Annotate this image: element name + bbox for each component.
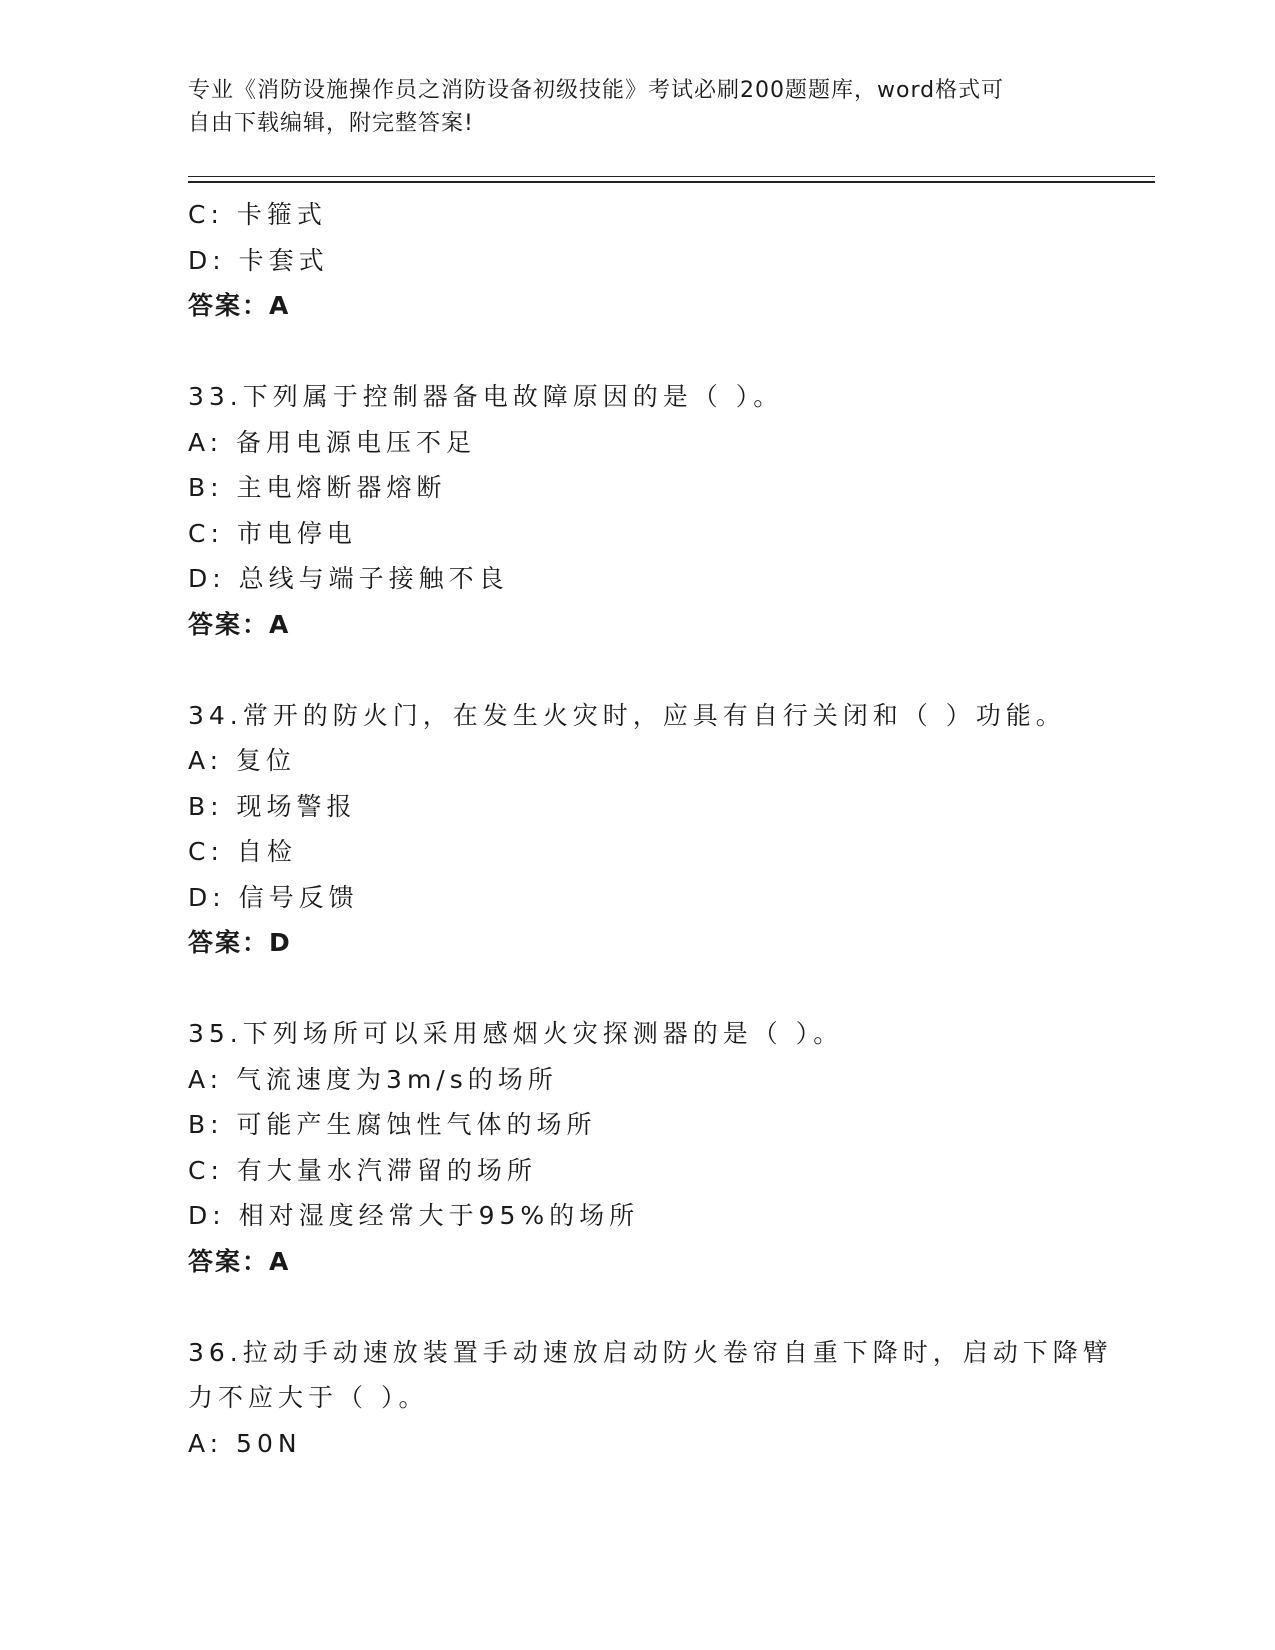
option-d: D: 相对湿度经常大于95%的场所 — [188, 1201, 640, 1230]
answer-line: 答案：A — [188, 1246, 291, 1276]
option-a: A: 复位 — [188, 746, 297, 775]
question-text: 33.下列属于控制器备电故障原因的是（ ）。 — [188, 382, 784, 411]
option-a: A: 气流速度为3m/s的场所 — [188, 1064, 558, 1094]
question-text: 35.下列场所可以采用感烟火灾探测器的是（ ）。 — [188, 1019, 844, 1048]
question-36 — [188, 1330, 1113, 1467]
option-c: C: 有大量水汽滞留的场所 — [188, 1155, 537, 1185]
answer-line: 答案：A — [188, 609, 291, 639]
question-34 — [188, 693, 1088, 966]
option-d: D: 卡套式 — [188, 245, 329, 275]
answer-line: 答案：A — [188, 291, 291, 320]
option-d: D: 总线与端子接触不良 — [188, 564, 509, 593]
answer-line: 答案：D — [188, 928, 292, 957]
question-list — [188, 192, 1113, 1466]
header-line-1: 专业《消防设施操作员之消防设备初级技能》考试必刷200题题库，word格式可 — [188, 78, 1005, 103]
option-c: C: 自检 — [188, 837, 297, 866]
option-a: A: 备用电源电压不足 — [188, 427, 477, 457]
option-c: C: 市电停电 — [188, 518, 357, 548]
question-33 — [188, 374, 1088, 647]
option-b: B: 主电熔断器熔断 — [188, 473, 447, 502]
option-d: D: 信号反馈 — [188, 882, 359, 912]
header-divider-thin — [188, 176, 1155, 177]
option-a: A: 50N — [188, 1428, 302, 1458]
question-32-tail — [188, 192, 1088, 329]
question-text-line-1: 36.拉动手动速放装置手动速放启动防火卷帘自重下降时，启动下降臂 — [188, 1337, 1113, 1367]
header-line-2: 自由下载编辑，附完整答案! — [188, 111, 474, 136]
option-b: B: 现场警报 — [188, 791, 357, 821]
header-divider-thick — [188, 181, 1155, 183]
question-text-line-2: 力不应大于（ ）。 — [188, 1383, 429, 1412]
document-header — [188, 74, 1068, 140]
question-text: 34.常开的防火门，在发生火灾时，应具有自行关闭和（ ）功能。 — [188, 700, 1066, 730]
option-b: B: 可能产生腐蚀性气体的场所 — [188, 1110, 597, 1139]
question-35 — [188, 1011, 1088, 1284]
option-c: C: 卡箍式 — [188, 200, 327, 229]
